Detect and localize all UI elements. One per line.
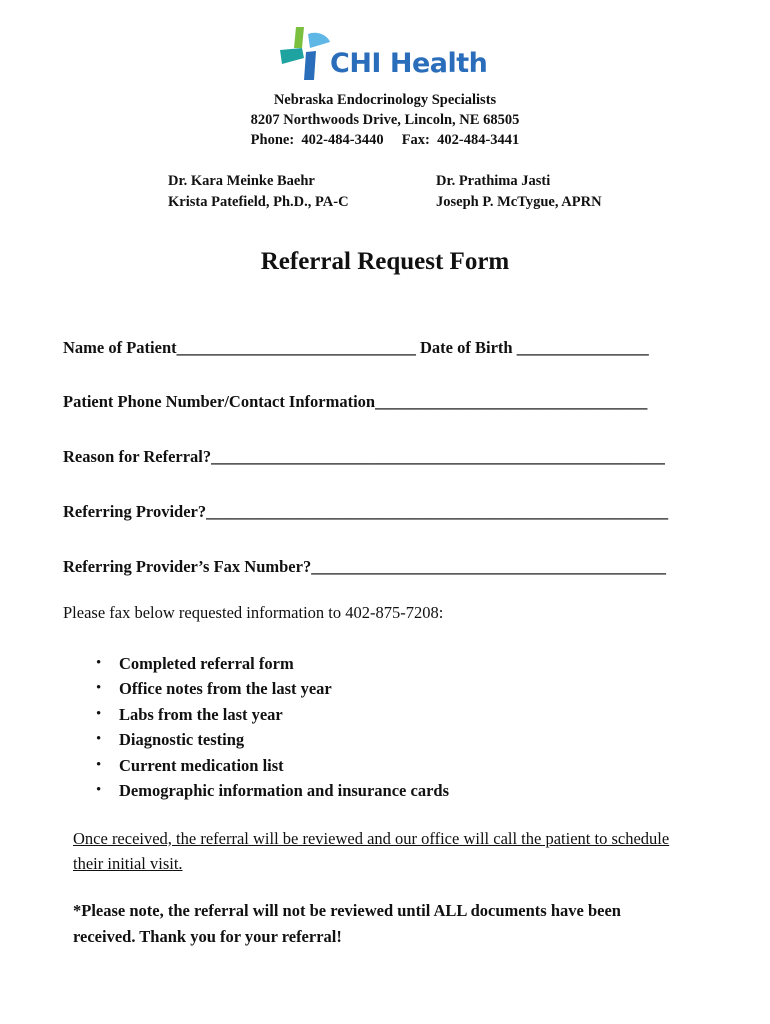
bullet-icon: • (96, 705, 102, 722)
logo-wordmark: CHI Health (330, 48, 488, 79)
review-note: Once received, the referral will be reviewed and our office will call the patient to schedule their initial visit. (73, 829, 670, 873)
practice-phone-fax: Phone: 402-484-3440 Fax: 402-484-3441 (250, 132, 520, 148)
list-item: • Office notes from the last year (96, 676, 449, 701)
practice-address: 8207 Northwoods Drive, Lincoln, NE 68505 (250, 112, 520, 128)
bullet-icon: • (96, 655, 102, 671)
provider-name: Joseph P. McTygue, APRN (436, 194, 602, 210)
final-note: *Please note, the referral will not be reviewed until ALL documents have been received. Thank you for your referral! (73, 901, 621, 946)
referring-provider-fax-field[interactable]: Referring Provider’s Fax Number?___________________________________________ (63, 557, 666, 576)
bullet-icon: • (96, 680, 102, 697)
chi-health-cross-logo-icon (278, 24, 334, 84)
provider-name: Dr. Prathima Jasti (436, 173, 551, 189)
provider-name: Dr. Kara Meinke Baehr (168, 173, 315, 189)
provider-name: Krista Patefield, Ph.D., PA-C (168, 194, 349, 210)
referring-provider-field[interactable]: Referring Provider?________________________________________________________ (63, 502, 669, 521)
list-item: • Diagnostic testing (96, 727, 449, 752)
bullet-icon: • (96, 756, 102, 773)
form-title: Referral Request Form (260, 248, 510, 275)
practice-name: Nebraska Endocrinology Specialists (273, 92, 497, 108)
patient-contact-field[interactable]: Patient Phone Number/Contact Information_________________________________ (63, 392, 648, 411)
bullet-icon: • (96, 731, 102, 748)
referral-reason-field[interactable]: Reason for Referral?_______________________________________________________ (63, 447, 665, 466)
required-documents-list (96, 651, 449, 803)
list-item: • Demographic information and insurance cards (96, 778, 449, 803)
bullet-icon: • (96, 781, 102, 798)
patient-name-dob-field[interactable]: Name of Patient_____________________________ Date of Birth ________________ (63, 338, 649, 357)
list-item: • Current medication list (96, 753, 449, 778)
fax-instructions: Please fax below requested information to 402-875-7208: (63, 603, 444, 622)
chi-health-logo (278, 24, 498, 84)
list-item: • Labs from the last year (96, 702, 449, 727)
list-item: • Completed referral form (96, 651, 449, 676)
